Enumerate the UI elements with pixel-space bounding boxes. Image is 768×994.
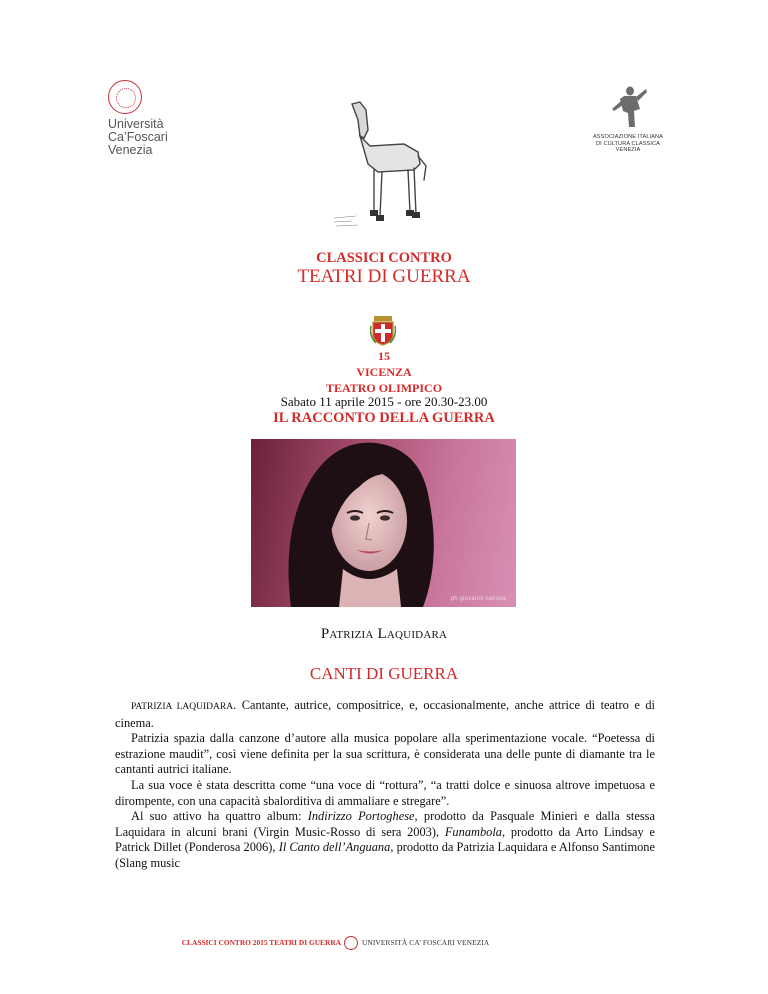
university-seal-icon: [108, 80, 142, 114]
bio-paragraph: Al suo attivo ha quattro album: Indirizzo Portoghese, prodotto da Pasquale Minieri e dalla stessa Laquidara in alcuni brani (Virgin Music-Rosso di sera 2003), Funambola, prodotto da Arto Lindsay e Patrick Dillet (Ponderosa 2006), Il Canto dell’Anguana, prodotto da Patrizia Laquidara e Alfonso Santimone (Slang music: [115, 809, 655, 870]
performer-photo: [251, 439, 516, 607]
event-city: VICENZA: [356, 365, 412, 379]
horse-sketch-icon: [330, 100, 440, 230]
performer-name: PATRIZIA LAQUIDARA: [320, 626, 448, 642]
association-name: ASSOCIAZIONE ITALIANA DI CULTURA CLASSICA VENEZIA: [592, 134, 664, 154]
statue-icon: [608, 85, 648, 129]
page-footer: [0, 936, 768, 950]
bio-paragraph: PATRIZIA LAQUIDARA. Cantante, autrice, compositrice, e, occasionalmente, anche attrice di teatro e di cinema.: [115, 698, 655, 730]
university-logo: [108, 80, 188, 157]
association-logo: [583, 85, 673, 154]
footer-series: CLASSICI CONTRO 2015 TEATRI DI GUERRA: [181, 938, 341, 947]
event-number: 15: [378, 349, 390, 363]
event-date: Sabato 11 aprile 2015 - ore 20.30-23.00: [280, 394, 488, 409]
portrait-illustration: [251, 439, 516, 607]
event-venue: TEATRO OLIMPICO: [325, 381, 443, 395]
bio-paragraph: La sua voce è stata descritta come “una voce di “rottura”, “a tratti dolce e sinuosa altrove impetuosa e dirompente, con una capacità sbalorditiva di ammaliare e stregare”.: [115, 777, 655, 808]
vicenza-crest-icon: [370, 316, 396, 346]
footer-seal-icon: [344, 936, 358, 950]
bio-paragraph: Patrizia spazia dalla canzone d’autore alla musica popolare alla sperimentazione vocale. “Poetessa di estrazione maudit”, così viene definita per la sua scrittura, è considerata una delle punte di diamante tra le cantanti autrici italiane.: [115, 731, 655, 777]
performance-title: CANTI DI GUERRA: [309, 664, 459, 683]
photo-credit: ph giovanni canova: [450, 596, 506, 602]
biography: [115, 698, 655, 872]
footer-university: UNIVERSITÀ CA’ FOSCARI VENEZIA: [362, 938, 490, 947]
series-title: CLASSICI CONTRO: [316, 250, 452, 266]
university-name: Università Ca’Foscari Venezia: [108, 117, 168, 157]
event-title: IL RACCONTO DELLA GUERRA: [273, 410, 495, 426]
series-subtitle: TEATRI DI GUERRA: [297, 266, 471, 287]
